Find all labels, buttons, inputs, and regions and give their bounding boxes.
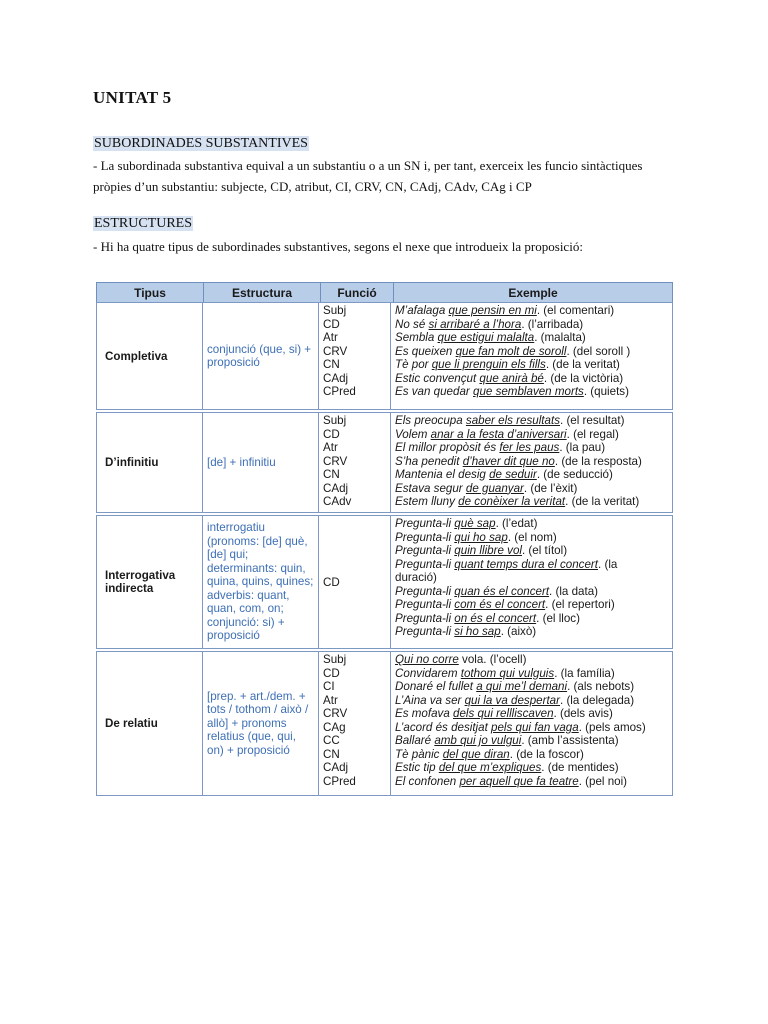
example-line: Es mofava dels qui rellliscaven. (dels avis) [395,707,613,720]
funcio-item: CAdj [323,761,349,774]
funcio-item: CN [323,747,340,761]
example-line: Estic tip del que m’expliques. (de mentides) [395,761,619,774]
subordinate-clause: dels qui rellliscaven [453,707,554,720]
subordinate-clause: qui ho sap [454,530,508,544]
funcio-item: CD [323,427,340,441]
example-line: Tè pànic del que diran. (de la foscor) [395,747,584,761]
example-line: Ballaré amb qui jo vulgui. (amb l’assistenta) [395,734,619,747]
funcio-item: CD [323,666,340,680]
subordinate-clause: qui la va despertar [464,693,560,707]
example-line: Pregunta-li on és el concert. (el lloc) [395,611,580,625]
structures-table [96,282,673,788]
example-line: Qui no corre vola. (l’ocell) [395,653,527,666]
example-line: Pregunta-li quin llibre vol. (el títol) [395,544,568,557]
table-row [96,515,673,649]
subordinate-clause: fer les paus [499,441,560,454]
funcio-item: CN [323,358,340,371]
funcio-item: CAdj [323,371,349,385]
cell-exemple [391,413,672,512]
section-heading-text: SUBORDINADES SUBSTANTIVES [94,136,308,151]
table-header-row [96,282,673,303]
section-paragraph-estructures: - Hi ha quatre tipus de subordinades substantives, segons el nexe que introdueix la proposició: [93,239,583,254]
section-paragraph-subordinades: - La subordinada substantiva equival a un substantiu o a un SN i, per tant, exerceix les funcio sintàctiques pròpies d’un substantiu: subjecte, CD, atribut, CI, CRV, CN, CAdj, CAdv, CAg i CP [93,158,643,194]
funcio-item: CC [323,734,340,747]
cell-tipus: D’infinitiu [97,413,203,512]
funcio-item: CAdj [323,481,349,495]
example-line: No sé si arribaré a l’hora. (l’arribada) [395,317,584,331]
funcio-item: CRV [323,707,348,720]
header-tipus: Tipus [97,283,204,302]
cell-estructura: interrogatiu (pronoms: [de] què, [de] qui; determinants: quin, quina, quins, quines; adverbis: quant, quan, com, on; conjunció: si) + proposició [203,516,319,648]
header-exemple: Exemple [508,285,558,300]
subordinate-clause: de seduir [489,468,537,481]
funcio-item: CN [323,468,340,481]
cell-estructura: [prep. + art./dem. + tots / tothom / això / allò] + pronoms relatius (que, qui, on) + proposició [203,652,319,795]
funcio-item: CAg [323,720,346,734]
subordinate-clause: del que diran [442,747,510,761]
cell-tipus: Completiva [97,303,203,409]
cell-estructura: conjunció (que, si) + proposició [203,303,319,409]
subordinate-clause: per aquell que fa teatre [459,774,579,788]
funcio-item: CD [323,317,340,331]
example-line: Estava segur de guanyar. (de l’èxit) [395,481,578,495]
cell-funcio [319,413,391,512]
subordinate-clause: què sap [454,517,496,530]
example-line: duració) [395,571,437,584]
example-line: Es queixen que fan molt de soroll. (del soroll ) [395,344,631,358]
example-line: Estem lluny de conèixer la veritat. (de la veritat) [395,495,640,508]
header-funcio: Funció [321,283,394,302]
cell-funcio [319,652,391,795]
example-line: Tè por que li prenguin els fills. (de la veritat) [395,358,620,371]
example-line: Es van quedar que semblaven morts. (quiets) [395,385,629,398]
cell-tipus: De relatiu [97,652,203,795]
subordinate-clause: si ho sap [454,625,501,638]
cell-estructura: [de] + infinitiu [203,413,319,512]
section-heading-subordinades [93,136,309,152]
funcio-item: Subj [323,414,347,427]
subordinate-clause: anar a la festa d’aniversari [430,427,567,441]
funcio-item: CI [323,680,335,693]
section-heading-estructures [93,216,193,232]
cell-exemple [391,516,672,648]
subordinate-clause: si arribaré a l’hora [428,317,522,331]
example-line: Pregunta-li qui ho sap. (el nom) [395,530,557,544]
subordinate-clause: del que m’expliques [438,761,542,774]
funcio-item: Atr [323,693,338,707]
example-line: Pregunta-li quan és el concert. (la data) [395,584,599,598]
subordinate-clause: on és el concert [454,611,537,625]
funcio-item: CPred [323,385,356,398]
example-line: El confonen per aquell que fa teatre. (pel noi) [395,774,628,788]
funcio-item: Subj [323,653,347,666]
example-line: El millor propòsit és fer les paus. (la pau) [395,441,606,454]
subordinate-clause: que anirà bé [479,371,544,385]
subordinate-clause: que li prenguin els fills [431,358,546,371]
section-heading-text: ESTRUCTURES [94,216,193,231]
subordinate-clause: com és el concert [454,598,546,611]
subordinate-clause: pels qui fan vaga [491,720,579,734]
subordinate-clause: que semblaven morts [473,385,584,398]
example-line: Pregunta-li com és el concert. (el repertori) [395,598,615,611]
example-line: Pregunta-li quant temps dura el concert. (la [395,557,618,571]
funcio-item: Atr [323,331,338,344]
example-line: Els preocupa saber els resultats. (el resultat) [395,414,625,427]
example-line: L’acord és desitjat pels qui fan vaga. (pels amos) [395,720,646,734]
subordinate-clause: tothom qui vulguis [460,666,555,680]
example-line: Mantenia el desig de seduir. (de seducció) [395,468,613,481]
example-line: Pregunta-li què sap. (l’edat) [395,517,538,530]
example-line: Donaré el fullet a qui me’l demani. (als nebots) [395,680,635,693]
example-line: M’afalaga que pensin en mi. (el comentari) [395,304,615,317]
example-line: Volem anar a la festa d’aniversari. (el regal) [395,427,619,441]
subordinate-clause: de conèixer la veritat [458,495,566,508]
example-line: Sembla que estigui malalta. (malalta) [395,331,586,344]
funcio-item: CD [323,575,340,589]
cell-tipus: Interrogativa indirecta [97,516,203,648]
funcio-item: Subj [323,304,347,317]
example-line: Convidarem tothom qui vulguis. (la família) [395,666,615,680]
subordinate-clause: que pensin en mi [448,304,537,317]
example-line: L’Aina va ser qui la va despertar. (la delegada) [395,693,635,707]
subordinate-clause: que estigui malalta [437,331,535,344]
example-line: Estic convençut que anirà bé. (de la victòria) [395,371,624,385]
example-line: Pregunta-li si ho sap. (això) [395,625,537,638]
cell-exemple [391,652,672,795]
subordinate-clause: d’haver dit que no [462,454,555,468]
table-row [96,302,673,410]
funcio-item: CRV [323,454,348,468]
subordinate-clause: a qui me’l demani [476,680,568,693]
unit-title: UNITAT 5 [93,88,172,107]
subordinate-clause: de guanyar [465,481,524,495]
subordinate-clause: quan és el concert [454,584,550,598]
cell-funcio [319,303,391,409]
funcio-item: Atr [323,441,338,454]
cell-exemple [391,303,672,409]
subordinate-clause: que fan molt de soroll [455,344,567,358]
table-row [96,412,673,513]
subordinate-clause: saber els resultats [465,414,560,427]
subordinate-clause: quin llibre vol [454,544,522,557]
cell-funcio [319,516,391,648]
subordinate-clause: quant temps dura el concert [454,557,599,571]
subordinate-clause: amb qui jo vulgui [434,734,522,747]
funcio-item: CPred [323,774,356,788]
header-estructura: Estructura [204,283,321,302]
funcio-item: CAdv [323,495,352,508]
subordinate-clause: Qui no corre [395,653,459,666]
funcio-item: CRV [323,344,348,358]
example-line: S’ha penedit d’haver dit que no. (de la resposta) [395,454,642,468]
table-row [96,651,673,796]
